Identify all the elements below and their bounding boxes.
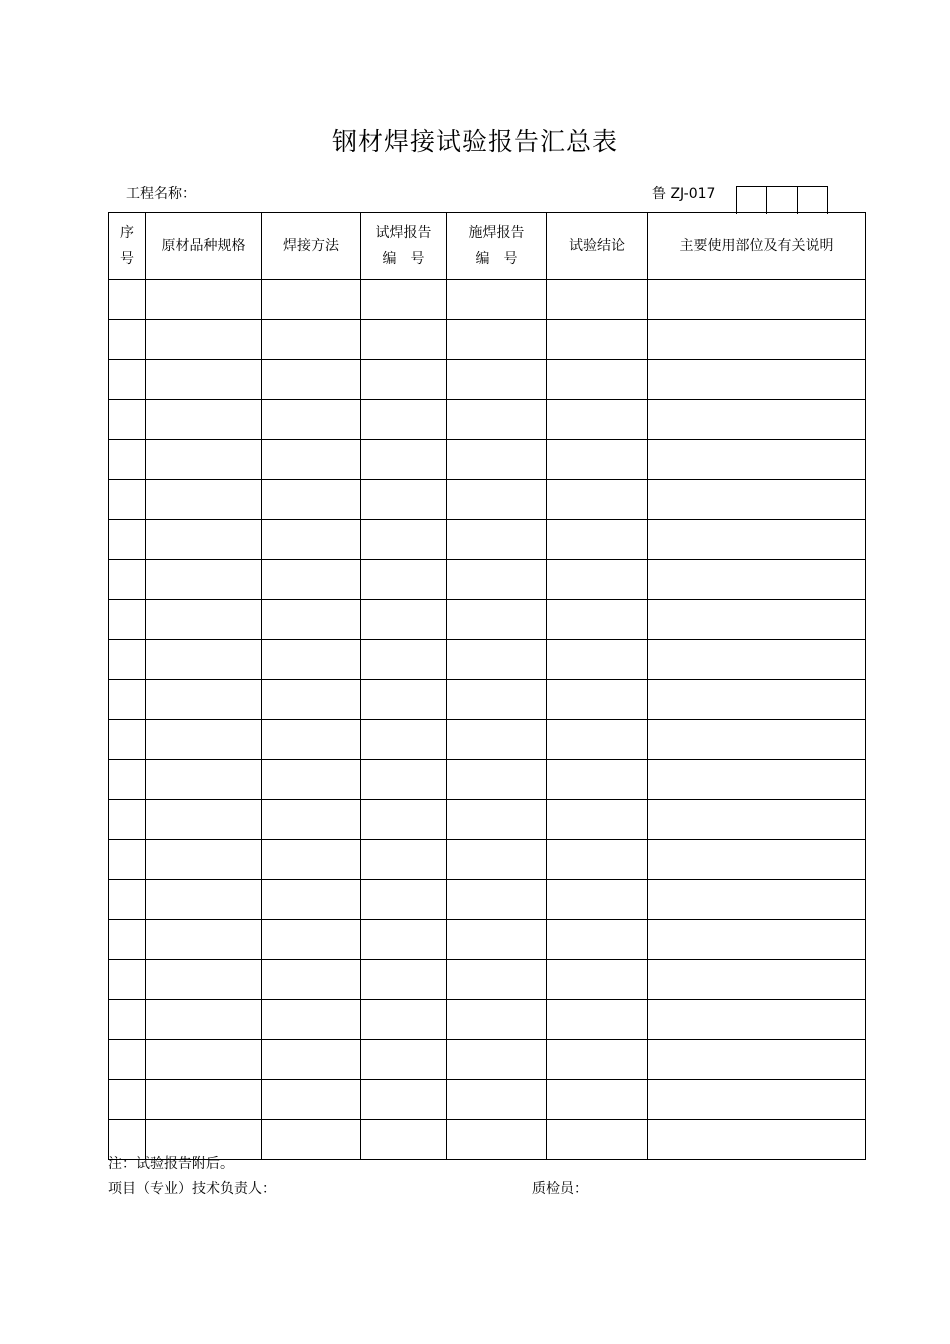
table-row: [109, 840, 866, 880]
col-header-weld-method: [262, 213, 361, 280]
table-cell[interactable]: [109, 760, 146, 800]
table-cell[interactable]: [547, 800, 648, 840]
table-cell[interactable]: [648, 1000, 866, 1040]
table-cell[interactable]: [547, 760, 648, 800]
table-cell[interactable]: [447, 640, 547, 680]
table-cell[interactable]: [262, 440, 361, 480]
table-cell[interactable]: [146, 280, 262, 320]
table-cell[interactable]: [262, 600, 361, 640]
table-cell[interactable]: [547, 880, 648, 920]
table-cell[interactable]: [361, 280, 447, 320]
col-header-line2: 编 号: [382, 251, 425, 267]
table-cell[interactable]: [447, 360, 547, 400]
table-cell[interactable]: [109, 920, 146, 960]
table-cell[interactable]: [146, 560, 262, 600]
serial-box[interactable]: [767, 187, 797, 214]
table-cell[interactable]: [547, 520, 648, 560]
table-cell[interactable]: [262, 560, 361, 600]
table-cell[interactable]: [447, 600, 547, 640]
table-cell[interactable]: [109, 1040, 146, 1080]
col-header-line2: 号: [120, 251, 134, 267]
table-cell[interactable]: [447, 1080, 547, 1120]
table-cell[interactable]: [648, 520, 866, 560]
table-cell[interactable]: [547, 920, 648, 960]
table-cell[interactable]: [262, 920, 361, 960]
table-cell[interactable]: [146, 680, 262, 720]
table-row: [109, 440, 866, 480]
table-cell[interactable]: [262, 480, 361, 520]
table-cell[interactable]: [109, 600, 146, 640]
table-cell[interactable]: [262, 1040, 361, 1080]
table-cell[interactable]: [262, 1000, 361, 1040]
table-row: [109, 1000, 866, 1040]
table-cell[interactable]: [146, 400, 262, 440]
col-header-line1: 试验结论: [569, 238, 625, 254]
table-cell[interactable]: [146, 800, 262, 840]
table-cell[interactable]: [547, 640, 648, 680]
table-cell[interactable]: [146, 960, 262, 1000]
table-row: [109, 1080, 866, 1120]
table-cell[interactable]: [146, 520, 262, 560]
table-cell[interactable]: [262, 880, 361, 920]
table-cell[interactable]: [146, 840, 262, 880]
table-cell[interactable]: [262, 800, 361, 840]
table-cell[interactable]: [361, 760, 447, 800]
table-cell[interactable]: [361, 680, 447, 720]
col-header-line1: 施焊报告: [468, 225, 525, 241]
serial-box[interactable]: [737, 187, 767, 214]
table-cell[interactable]: [361, 320, 447, 360]
col-header-test-conclusion: [547, 213, 648, 280]
table-cell[interactable]: [262, 960, 361, 1000]
table-cell[interactable]: [361, 960, 447, 1000]
table-cell[interactable]: [146, 920, 262, 960]
table-cell[interactable]: [547, 680, 648, 720]
table-cell[interactable]: [447, 760, 547, 800]
table-cell[interactable]: [361, 520, 447, 560]
table-cell[interactable]: [447, 560, 547, 600]
table-cell[interactable]: [146, 600, 262, 640]
table-cell[interactable]: [109, 320, 146, 360]
table-cell[interactable]: [109, 800, 146, 840]
table-cell[interactable]: [547, 560, 648, 600]
table-cell[interactable]: [361, 840, 447, 880]
table-cell[interactable]: [648, 640, 866, 680]
table-cell[interactable]: [447, 720, 547, 760]
table-cell[interactable]: [109, 640, 146, 680]
table-cell[interactable]: [447, 480, 547, 520]
col-header-trial-report-no: [361, 213, 447, 280]
table-cell[interactable]: [109, 360, 146, 400]
table-row: [109, 960, 866, 1000]
col-header-line1: 原材品种规格: [161, 238, 246, 254]
table-cell[interactable]: [547, 360, 648, 400]
table-cell[interactable]: [547, 320, 648, 360]
table-cell[interactable]: [361, 1040, 447, 1080]
table-cell[interactable]: [361, 1000, 447, 1040]
table-cell[interactable]: [648, 840, 866, 880]
table-cell[interactable]: [262, 720, 361, 760]
table-cell[interactable]: [262, 840, 361, 880]
table-cell[interactable]: [262, 400, 361, 440]
table-cell[interactable]: [361, 560, 447, 600]
table-cell[interactable]: [648, 280, 866, 320]
table-cell[interactable]: [547, 840, 648, 880]
table-cell[interactable]: [447, 520, 547, 560]
table-cell[interactable]: [109, 680, 146, 720]
table-cell[interactable]: [146, 760, 262, 800]
table-cell[interactable]: [262, 640, 361, 680]
table-cell[interactable]: [648, 720, 866, 760]
table-cell[interactable]: [447, 1120, 547, 1160]
col-header-seq: [109, 213, 146, 280]
table-row: [109, 480, 866, 520]
table-cell[interactable]: [109, 1080, 146, 1120]
table-cell[interactable]: [109, 880, 146, 920]
table-cell[interactable]: [547, 600, 648, 640]
table-cell[interactable]: [648, 360, 866, 400]
table-cell[interactable]: [146, 360, 262, 400]
table-cell[interactable]: [361, 920, 447, 960]
table-row: [109, 360, 866, 400]
table-cell[interactable]: [361, 400, 447, 440]
table-cell[interactable]: [648, 600, 866, 640]
table-row: [109, 280, 866, 320]
table-row: [109, 520, 866, 560]
col-header-production-report-no: [447, 213, 547, 280]
footnote: 注：试验报告附后。: [108, 1156, 234, 1172]
col-header-usage-notes: [648, 213, 866, 280]
col-header-line1: 焊接方法: [283, 238, 339, 254]
table-cell[interactable]: [146, 1080, 262, 1120]
table-cell[interactable]: [109, 480, 146, 520]
table-row: [109, 560, 866, 600]
table-cell[interactable]: [109, 400, 146, 440]
table-cell[interactable]: [447, 280, 547, 320]
col-header-material-spec: [146, 213, 262, 280]
serial-number-boxes[interactable]: [736, 186, 828, 214]
table-row: [109, 800, 866, 840]
table-cell[interactable]: [109, 1000, 146, 1040]
table-cell[interactable]: [547, 480, 648, 520]
table-cell[interactable]: [262, 680, 361, 720]
table-cell[interactable]: [447, 880, 547, 920]
table-cell[interactable]: [109, 560, 146, 600]
col-header-line1: 主要使用部位及有关说明: [679, 238, 834, 254]
table-cell[interactable]: [447, 1000, 547, 1040]
table-cell[interactable]: [547, 1000, 648, 1040]
table-cell[interactable]: [146, 440, 262, 480]
table-cell[interactable]: [447, 400, 547, 440]
table-cell[interactable]: [547, 960, 648, 1000]
table-cell[interactable]: [648, 880, 866, 920]
inspector-signature-label: 质检员：: [532, 1181, 588, 1197]
table-cell[interactable]: [109, 280, 146, 320]
table-row: [109, 880, 866, 920]
table-cell[interactable]: [648, 560, 866, 600]
table-cell[interactable]: [146, 480, 262, 520]
table-cell[interactable]: [648, 440, 866, 480]
table-cell[interactable]: [146, 1040, 262, 1080]
table-cell[interactable]: [361, 800, 447, 840]
table-cell[interactable]: [146, 640, 262, 680]
table-cell[interactable]: [648, 1080, 866, 1120]
table-cell[interactable]: [109, 720, 146, 760]
table-cell[interactable]: [447, 440, 547, 480]
table-cell[interactable]: [648, 1120, 866, 1160]
table-cell[interactable]: [361, 440, 447, 480]
table-cell[interactable]: [109, 840, 146, 880]
table-cell[interactable]: [447, 920, 547, 960]
table-row: [109, 760, 866, 800]
table-row: [109, 600, 866, 640]
table-cell[interactable]: [447, 320, 547, 360]
table-cell[interactable]: [648, 960, 866, 1000]
table-row: [109, 680, 866, 720]
table-cell[interactable]: [547, 280, 648, 320]
table-row: [109, 320, 866, 360]
table-cell[interactable]: [361, 360, 447, 400]
col-header-line1: 试焊报告: [375, 225, 432, 241]
table-cell[interactable]: [648, 760, 866, 800]
serial-box[interactable]: [798, 187, 827, 214]
table-row: [109, 1040, 866, 1080]
table-cell[interactable]: [361, 720, 447, 760]
table-cell[interactable]: [547, 1120, 648, 1160]
table-cell[interactable]: [447, 840, 547, 880]
table-cell[interactable]: [262, 360, 361, 400]
table-cell[interactable]: [109, 520, 146, 560]
table-cell[interactable]: [361, 1120, 447, 1160]
table-cell[interactable]: [547, 1040, 648, 1080]
table-cell[interactable]: [109, 440, 146, 480]
table-cell[interactable]: [146, 1000, 262, 1040]
table-row: [109, 720, 866, 760]
table-row: [109, 920, 866, 960]
table-cell[interactable]: [447, 680, 547, 720]
table-cell[interactable]: [447, 1040, 547, 1080]
table-cell[interactable]: [146, 720, 262, 760]
table-cell[interactable]: [361, 640, 447, 680]
table-cell[interactable]: [547, 440, 648, 480]
table-cell[interactable]: [648, 320, 866, 360]
table-cell[interactable]: [361, 480, 447, 520]
table-cell[interactable]: [648, 1040, 866, 1080]
table-cell[interactable]: [648, 800, 866, 840]
table-cell[interactable]: [109, 960, 146, 1000]
table-cell[interactable]: [262, 1080, 361, 1120]
table-cell[interactable]: [361, 600, 447, 640]
table-cell[interactable]: [547, 720, 648, 760]
table-cell[interactable]: [447, 800, 547, 840]
table-cell[interactable]: [262, 280, 361, 320]
page-title: 钢材焊接试验报告汇总表: [331, 127, 618, 156]
weld-test-summary-table: [108, 212, 866, 1160]
table-cell[interactable]: [547, 400, 648, 440]
table-cell[interactable]: [262, 1120, 361, 1160]
table-cell[interactable]: [648, 480, 866, 520]
table-header-row: [109, 213, 866, 280]
table-row: [109, 640, 866, 680]
table-cell[interactable]: [361, 1080, 447, 1120]
table-cell[interactable]: [648, 920, 866, 960]
table-cell[interactable]: [648, 400, 866, 440]
table-cell[interactable]: [447, 960, 547, 1000]
tech-lead-signature-label: 项目（专业）技术负责人：: [108, 1181, 276, 1197]
table-cell[interactable]: [262, 320, 361, 360]
table-cell[interactable]: [262, 760, 361, 800]
table-cell[interactable]: [146, 320, 262, 360]
form-code: 鲁 ZJ-017: [652, 186, 716, 202]
table-cell[interactable]: [648, 680, 866, 720]
table-cell[interactable]: [361, 880, 447, 920]
col-header-line1: 序: [120, 225, 134, 241]
table-cell[interactable]: [262, 520, 361, 560]
col-header-line2: 编 号: [475, 251, 518, 267]
project-name-label: 工程名称：: [126, 186, 196, 202]
table-body: [109, 280, 866, 1160]
table-row: [109, 400, 866, 440]
table-cell[interactable]: [146, 880, 262, 920]
table-cell[interactable]: [547, 1080, 648, 1120]
